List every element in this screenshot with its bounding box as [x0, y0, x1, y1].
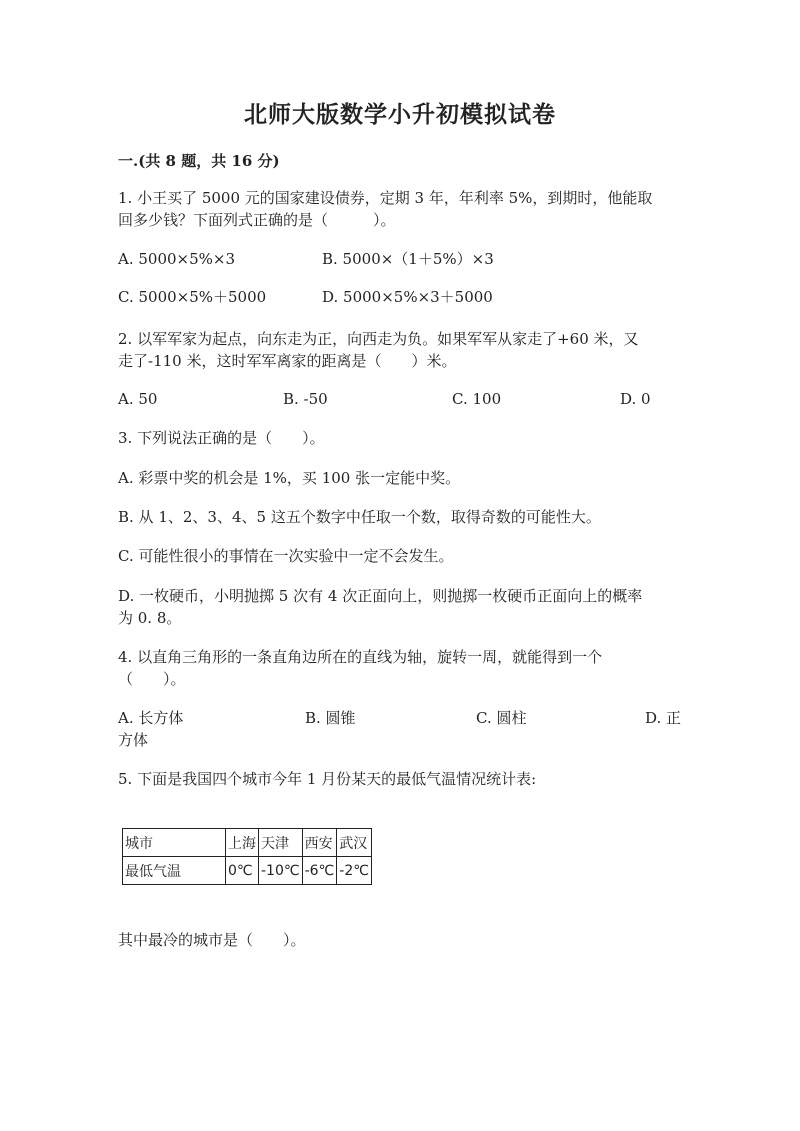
q4-stem-line2: （ ）。 [118, 670, 186, 688]
table-cell: 天津 [259, 829, 303, 857]
q1-stem-line2: 回多少钱？下面列式正确的是（ ）。 [118, 211, 396, 229]
q1-option-b: B. 5000×（1＋5%）×3 [322, 250, 494, 268]
q4-option-b: B. 圆锥 [305, 709, 356, 727]
q3-stem: 3. 下列说法正确的是（ ）。 [118, 429, 325, 447]
q5-stem: 5. 下面是我国四个城市今年 1 月份某天的最低气温情况统计表: [118, 770, 537, 788]
table-header-row [123, 829, 372, 857]
q2-option-c: C. 100 [452, 390, 502, 408]
table-cell: 武汉 [337, 829, 372, 857]
section-heading: 一.(共 8 题，共 16 分) [118, 152, 280, 170]
page-title: 北师大版数学小升初模拟试卷 [244, 101, 556, 128]
q5-question: 其中最冷的城市是（ ）。 [118, 931, 306, 949]
table-cell: 城市 [123, 829, 226, 857]
q4-stem-line1: 4. 以直角三角形的一条直角边所在的直线为轴，旋转一周，就能得到一个 [118, 648, 603, 666]
q1-stem-line1: 1. 小王买了 5000 元的国家建设债券，定期 3 年，年利率 5%，到期时，他能取 [118, 189, 653, 207]
q3-option-b: B. 从 1、2、3、4、5 这五个数字中任取一个数，取得奇数的可能性大。 [118, 508, 601, 526]
q2-option-a: A. 50 [118, 390, 158, 408]
q2-option-d: D. 0 [620, 390, 651, 408]
q4-option-a: A. 长方体 [118, 709, 184, 727]
q1-option-c: C. 5000×5%＋5000 [118, 288, 267, 306]
q3-option-d-line1: D. 一枚硬币，小明抛掷 5 次有 4 次正面向上，则抛掷一枚硬币正面向上的概率 [118, 587, 643, 605]
temperature-table [122, 828, 372, 885]
q3-option-c: C. 可能性很小的事情在一次实验中一定不会发生。 [118, 547, 454, 565]
q2-stem-line1: 2. 以军军家为起点，向东走为正，向西走为负。如果军军从家走了+60 米，又 [118, 330, 639, 348]
table-cell: -2℃ [337, 857, 372, 885]
q1-option-a: A. 5000×5%×3 [118, 250, 236, 268]
q4-option-c: C. 圆柱 [476, 709, 527, 727]
q4-option-d-wrap: 方体 [118, 731, 149, 749]
q1-option-d: D. 5000×5%×3＋5000 [322, 288, 493, 306]
table-cell: -10℃ [259, 857, 303, 885]
table-cell: -6℃ [302, 857, 337, 885]
table-cell: 西安 [302, 829, 337, 857]
table-cell: 上海 [226, 829, 259, 857]
table-cell: 最低气温 [123, 857, 226, 885]
q2-option-b: B. -50 [283, 390, 328, 408]
q3-option-a: A. 彩票中奖的机会是 1%，买 100 张一定能中奖。 [118, 469, 461, 487]
table-row [123, 857, 372, 885]
q2-stem-line2: 走了-110 米，这时军军离家的距离是（ ）米。 [118, 352, 457, 370]
table-cell: 0℃ [226, 857, 259, 885]
q4-option-d: D. 正 [645, 709, 682, 727]
q3-option-d-line2: 为 0. 8。 [118, 609, 182, 627]
